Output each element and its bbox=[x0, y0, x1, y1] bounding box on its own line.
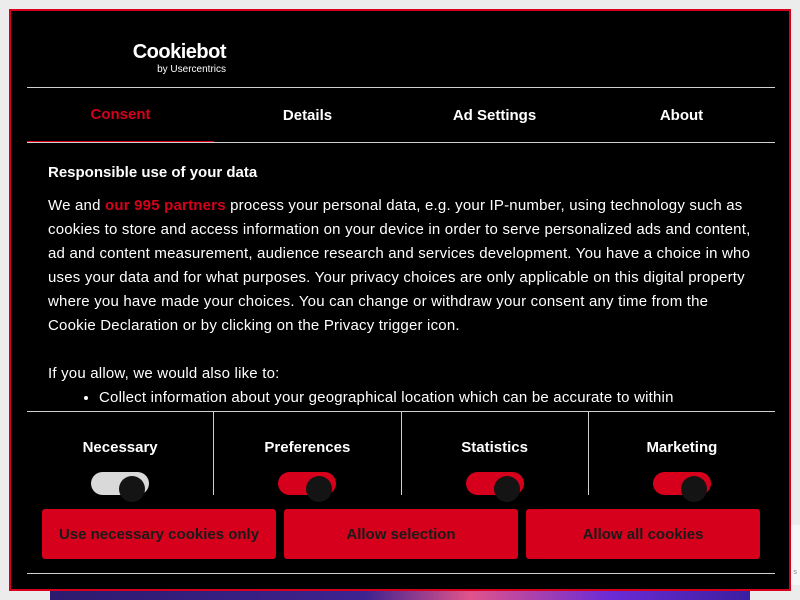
tab-bar bbox=[27, 88, 775, 143]
intro-body: process your personal data, e.g. your IP-number, using technology such as cookies to store and access information on your device in order to serve personalized ads and content, ad and content measurement, audience research and services development. You have a choice in who uses your data and for what purposes. Your privacy choices are only applicable on this digital property where you have made your choices. You can change or withdraw your consent any time from the Cookie Declaration or by clicking on the Privacy trigger icon. bbox=[48, 197, 751, 334]
allow-intro: If you allow, we would also like to: bbox=[48, 365, 280, 382]
consent-text-panel[interactable] bbox=[48, 163, 760, 407]
necessary-only-button[interactable]: Use necessary cookies only bbox=[42, 509, 276, 559]
necessary-toggle[interactable] bbox=[91, 472, 149, 495]
tab-consent[interactable]: Consent bbox=[27, 88, 214, 143]
background-banner-image bbox=[50, 590, 750, 600]
preferences-toggle[interactable] bbox=[278, 472, 336, 495]
category-marketing bbox=[588, 412, 775, 495]
consent-intro bbox=[48, 194, 760, 338]
action-buttons bbox=[42, 509, 760, 559]
consent-heading: Responsible use of your data bbox=[48, 164, 258, 181]
category-label: Necessary bbox=[82, 439, 158, 456]
tab-about[interactable]: About bbox=[659, 107, 704, 124]
footer-divider bbox=[27, 573, 775, 574]
category-label: Statistics bbox=[461, 439, 528, 456]
tab-details[interactable]: Details bbox=[282, 107, 333, 124]
category-toggles bbox=[27, 412, 775, 495]
statistics-toggle[interactable] bbox=[466, 472, 524, 495]
intro-prefix: We and bbox=[48, 197, 101, 214]
toggle-knob bbox=[681, 476, 707, 502]
purpose-list bbox=[99, 386, 760, 407]
purpose-list-item: • Collect information about your geographical location which can be accurate to within bbox=[99, 386, 760, 407]
allow-selection-button[interactable]: Allow selection bbox=[284, 509, 518, 559]
logo-byline: by Usercentrics bbox=[157, 64, 226, 75]
toggle-knob bbox=[494, 476, 520, 502]
category-preferences bbox=[213, 412, 400, 495]
category-statistics bbox=[401, 412, 588, 495]
category-label: Marketing bbox=[646, 439, 718, 456]
cookie-consent-dialog bbox=[9, 9, 791, 591]
partners-link[interactable]: our 995 partners bbox=[105, 197, 226, 214]
logo-name: Cookiebot bbox=[132, 41, 226, 63]
category-label: Preferences bbox=[264, 439, 351, 456]
toggle-knob bbox=[119, 476, 145, 502]
marketing-toggle[interactable] bbox=[653, 472, 711, 495]
allow-all-button[interactable]: Allow all cookies bbox=[526, 509, 760, 559]
toggle-knob bbox=[306, 476, 332, 502]
tab-ad-settings[interactable]: Ad Settings bbox=[452, 107, 537, 124]
background-corner-text: s bbox=[793, 569, 797, 576]
tabs-divider bbox=[27, 142, 775, 143]
category-necessary bbox=[27, 412, 213, 495]
cookiebot-logo bbox=[116, 41, 226, 81]
